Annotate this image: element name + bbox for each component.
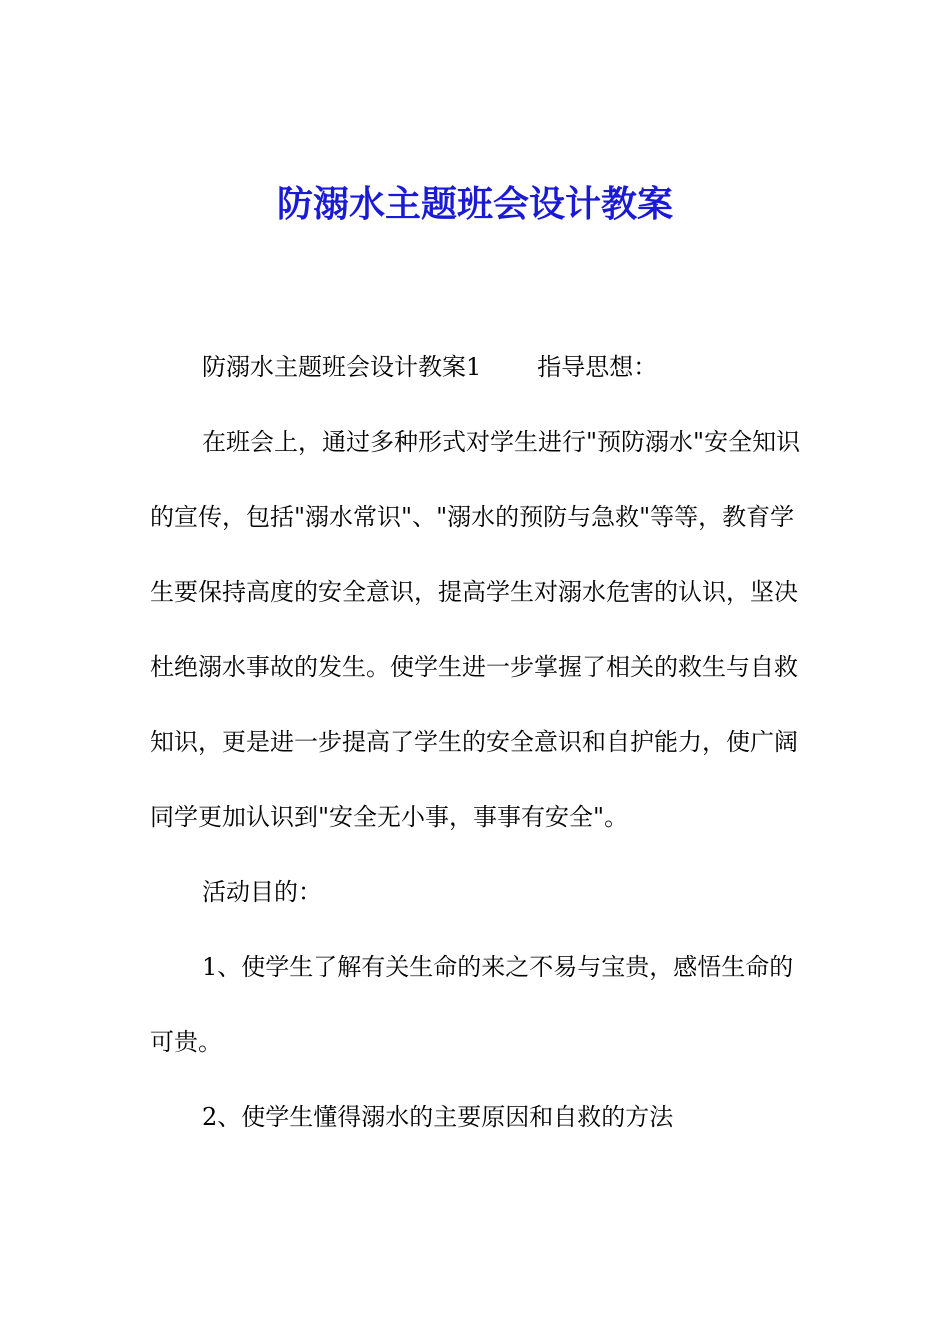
paragraph-purpose-2: 2、使学生懂得溺水的主要原因和自救的方法 [202,1103,674,1131]
document-title: 防溺水主题班会设计教案 [276,183,673,225]
paragraph-activity-purpose-label: 活动目的： [202,878,322,906]
guiding-ideas-label: 指导思想： [537,353,658,381]
document-body [150,330,810,1155]
section-heading: 防溺水主题班会设计教案1 [202,353,482,381]
paragraph-purpose-1: 1、使学生了解有关生命的来之不易与宝贵，感悟生命的可贵。 [150,953,794,1056]
section-heading-line [150,330,810,405]
paragraph-guiding-ideas: 在班会上，通过多种形式对学生进行"预防溺水"安全知识的宣传，包括"溺水常识"、"溺水的预防与急救"等等，教育学生要保持高度的安全意识，提高学生对溺水危害的认识，坚决杜绝溺水事故的发生。使学生进一步掌握了相关的救生与自救知识，更是进一步提高了学生的安全意识和自护能力，使广阔同学更加认识到"安全无小事，事事有安全"。 [150,428,801,831]
